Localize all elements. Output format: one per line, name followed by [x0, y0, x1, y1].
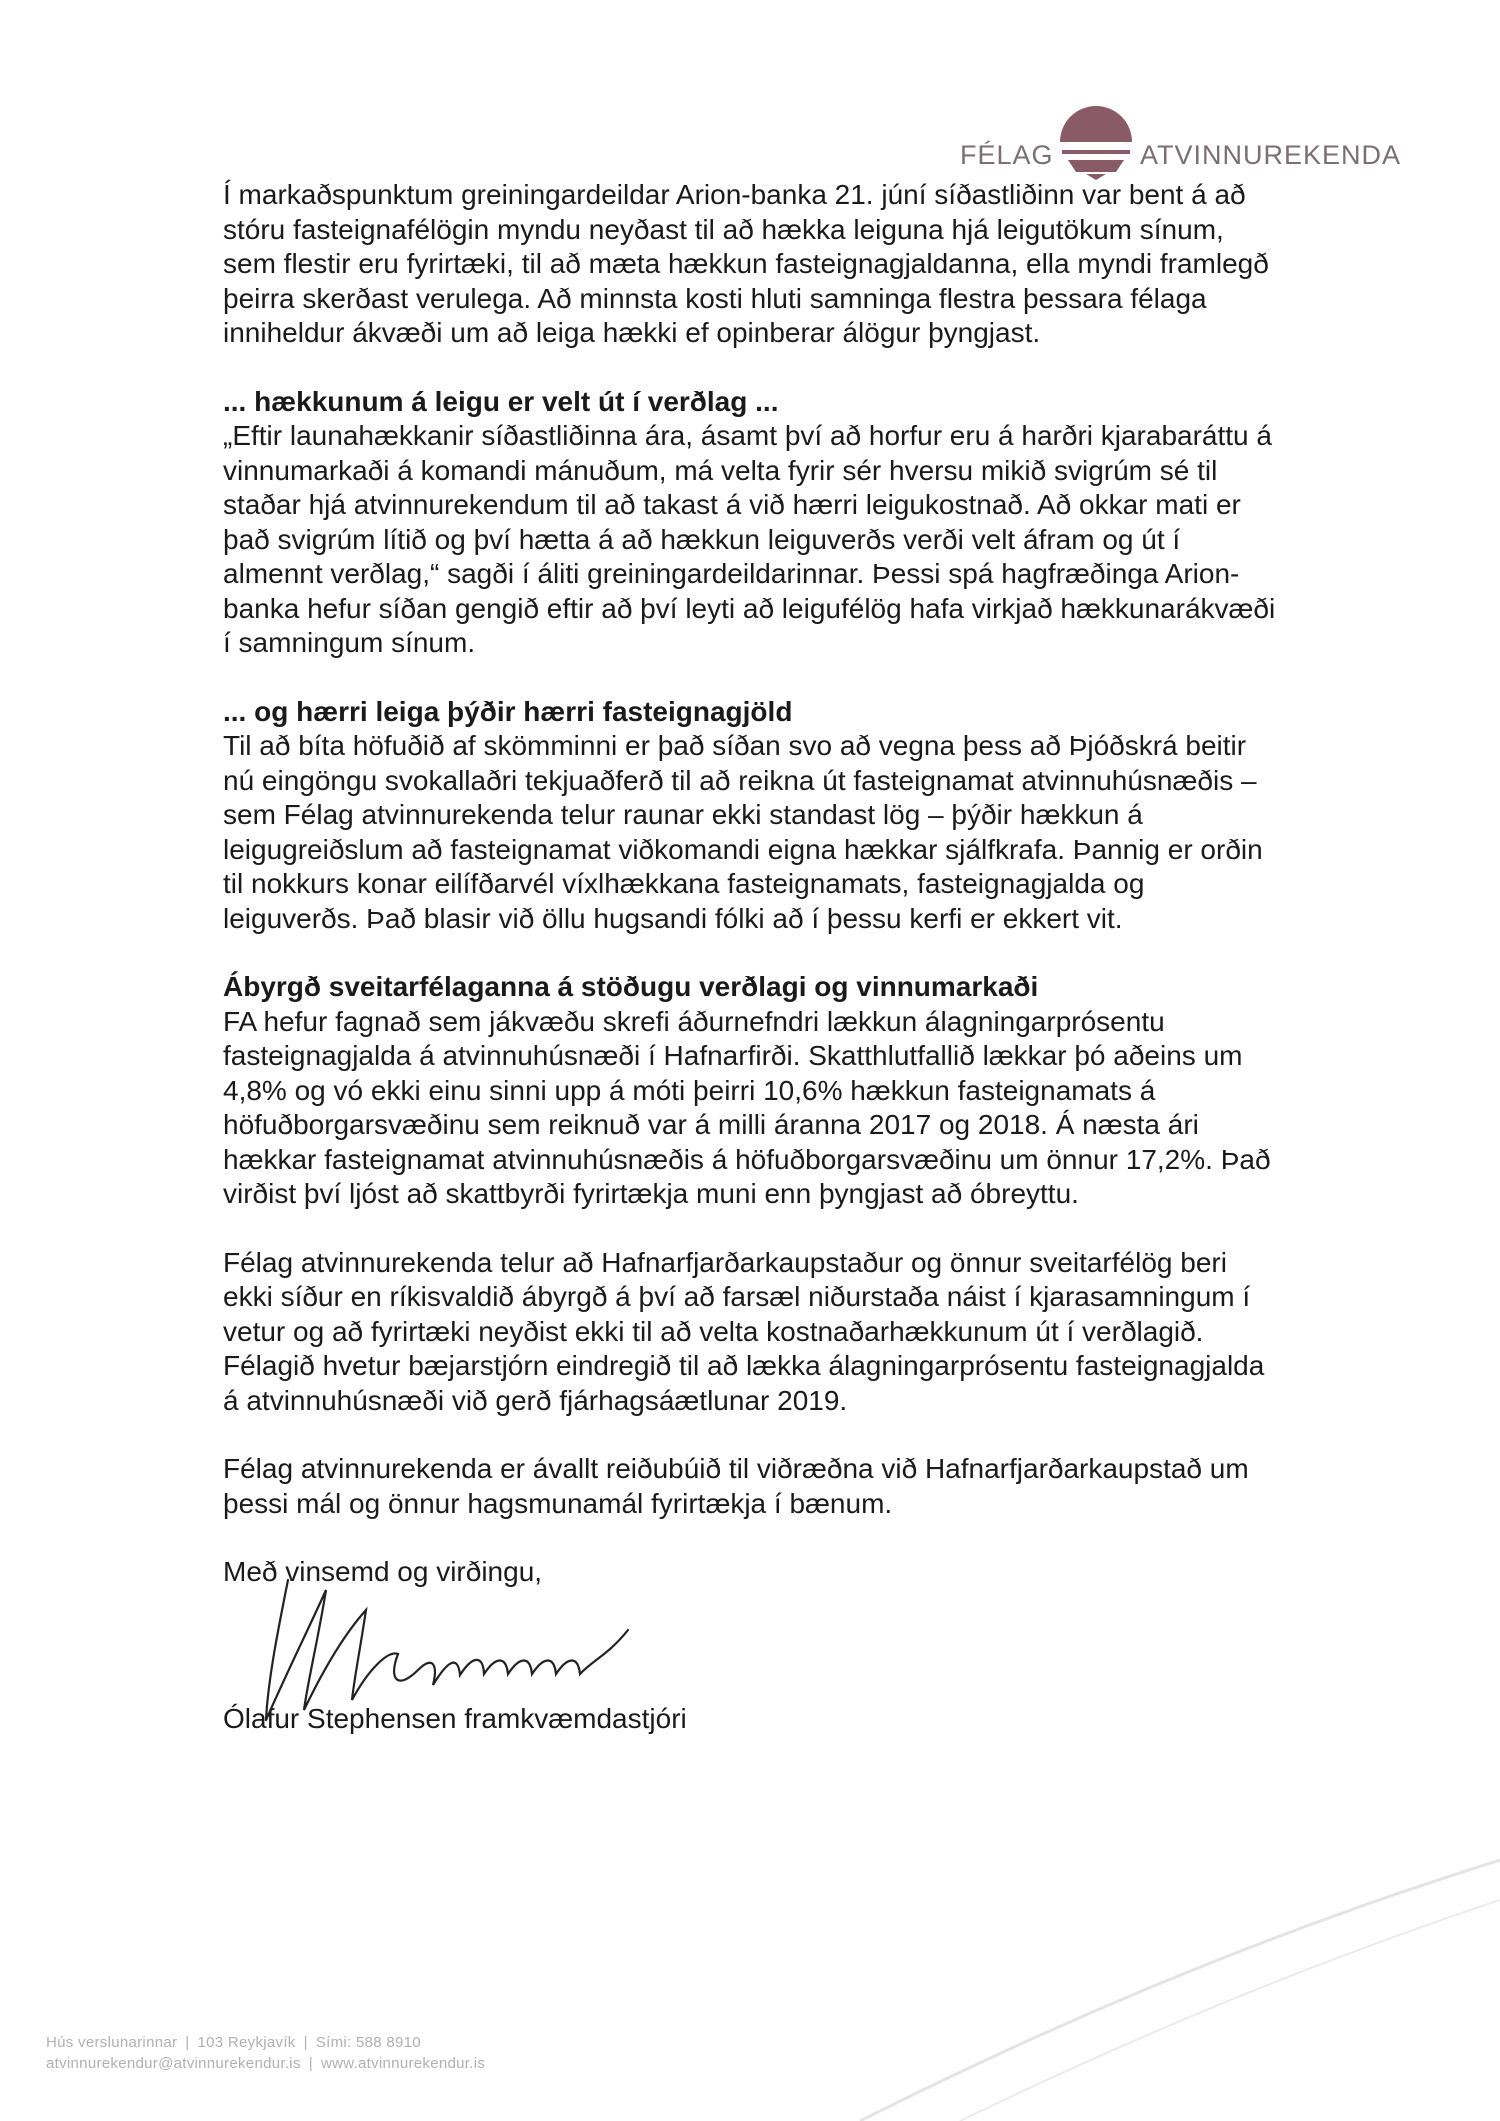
organization-logo	[956, 100, 1402, 190]
logo-emblem-icon	[1056, 100, 1136, 180]
section-paragraph-2: Til að bíta höfuðið af skömminni er það síðan svo að vegna þess að Þjóðskrá beitir nú eingöngu svokallaðri tekjuaðferð til að reikna út fasteignamat atvinnuhúsnæðis – sem Félag atvinnurekenda telur raunar ekki standast lög – þýðir hækkun á leigugreiðslum að fasteignamat viðkomandi eigna hækkar sjálfkrafa. Þannig er orðin til nokkurs konar eilífðarvél víxlhækkana fasteignamats, fasteignagjalda og leiguverðs. Það blasir við öllu hugsandi fólki að í þessu kerfi er ekkert vit.	[223, 730, 1263, 934]
footer-line-1: Hús verslunarinnar | 103 Reykjavík | Sími: 588 8910	[46, 2034, 421, 2051]
signer-name: Ólafur Stephensen framkvæmdastjóri	[223, 1702, 687, 1734]
footer-city: 103 Reykjavík	[197, 2034, 296, 2051]
footer-email[interactable]: atvinnurekendur@atvinnurekendur.is	[46, 2055, 301, 2072]
footer-website[interactable]: www.atvinnurekendur.is	[320, 2055, 486, 2072]
intro-paragraph: Í markaðspunktum greiningardeildar Arion-banka 21. júní síðastliðinn var bent á að stóru fasteignafélögin myndu neyðast til að hækka leiguna hjá leigutökum sínum, sem flestir eru fyrirtæki, til að mæta hækkun fasteignagjaldanna, ella myndi framlegð þeirra skerðast verulega. Að minnsta kosti hluti samninga flestra þessara félaga inniheldur ákvæði um að leiga hækki ef opinberar álögur þyngjast.	[223, 179, 1269, 348]
section-paragraph-1: „Eftir launahækkanir síðastliðinna ára, ásamt því að horfur eru á harðri kjarabaráttu á vinnumarkaði á komandi mánuðum, má velta fyrir sér hversu mikið svigrúm sé til staðar hjá atvinnurekendum til að takast á við hærri leigukostnað. Að okkar mati er það svigrúm lítið og því hætta á að hækkun leiguverðs verði velt áfram og út í almennt verðlag,“ sagði í áliti greiningardeildarinnar. Þessi spá hagfræðinga Arion-banka hefur síðan gengið eftir að því leyti að leigufélög hafa virkjað hækkunarákvæði í samningum sínum.	[223, 420, 1276, 658]
paragraph-5: Félag atvinnurekenda er ávallt reiðubúið til viðræðna við Hafnarfjarðarkaupstað um þessi mál og önnur hagsmunamál fyrirtækja í bænum.	[223, 1453, 1249, 1519]
handwritten-signature	[248, 1570, 668, 1740]
section-heading-3: Ábyrgð sveitarfélaganna á stöðugu verðlagi og vinnumarkaði	[223, 971, 1039, 1002]
section-heading-2: ... og hærri leiga þýðir hærri fasteignagjöld	[223, 695, 793, 727]
section-heading-1: ... hækkunum á leigu er velt út í verðlag ...	[223, 385, 779, 417]
footer-line-2: atvinnurekendur@atvinnurekendur.is | www.atvinnurekendur.is	[46, 2055, 486, 2072]
letter-body	[223, 178, 1283, 1736]
footer-address: Hús verslunarinnar	[46, 2034, 178, 2051]
logo-word-right: ATVINNUREKENDA	[1140, 140, 1402, 170]
section-paragraph-3: FA hefur fagnað sem jákvæðu skrefi áðurnefndri lækkun álagningarprósentu fasteignagjalda á atvinnuhúsnæði í Hafnarfirði. Skatthlutfallið lækkar þó aðeins um 4,8% og vó ekki einu sinni upp á móti þeirri 10,6% hækkun fasteignamats á höfuðborgarsvæðinu sem reiknuð var á milli áranna 2017 og 2018. Á næsta ári hækkar fasteignamat atvinnuhúsnæðis á höfuðborgarsvæðinu um önnur 17,2%. Það virðist því ljóst að skattbyrði fyrirtækja muni enn þyngjast að óbreyttu.	[223, 1005, 1271, 1209]
paragraph-4: Félag atvinnurekenda telur að Hafnarfjarðarkaupstaður og önnur sveitarfélög beri ekki síður en ríkisvaldið ábyrgð á því að farsæl niðurstaða náist í kjarasamningum í vetur og að fyrirtæki neyðist ekki til að velta kostnaðarhækkunum út í verðlagið. Félagið hvetur bæjarstjórn eindregið til að lækka álagningarprósentu fasteignagjalda á atvinnuhúsnæði við gerð fjárhagsáætlunar 2019.	[223, 1246, 1265, 1416]
closing-salutation: Með vinsemd og virðingu,	[223, 1556, 543, 1587]
footer	[46, 2032, 485, 2074]
logo-word-left: FÉLAG	[960, 140, 1054, 170]
footer-phone: Sími: 588 8910	[315, 2034, 421, 2051]
signature	[223, 1590, 1283, 1702]
